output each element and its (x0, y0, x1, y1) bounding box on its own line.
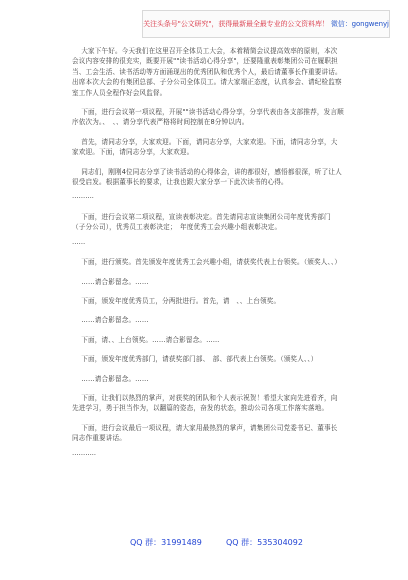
award-employee-batch-paragraph: 下面，请、、上台领奖。……请合影留念。…… (81, 335, 220, 344)
agenda-two-paragraph: 下面，进行会议第二项议程，宣读表彰决定。首先请同志宣读集团公司年度优秀部门（子分公司），优秀员工表彰决定； 年度优秀工会兴趣小组表彰决定。 (72, 212, 331, 232)
qq-group-2: QQ 群：535304092 (226, 538, 303, 547)
intro-paragraph: 大家下午好。今天我们在这里召开全体员工大会，本着精简会议提高效率的原则，本次会议内容安排的很充实，既要开展""读书活动心得分享"，还要隆重表彰集团公司在履职担当、工会生活、读书活动等方面涌现出的优秀团队和优秀个人，最后请董事长作重要讲话。出席本次大会的有集团总部、子分公司全体员工。请大家端正态度，认真参会、请纪检监察室工作人员全程作好会风监督。 (72, 47, 342, 97)
document-body (72, 46, 344, 468)
speakers-paragraph: 首先，请同志分享，大家欢迎。下面，请同志分享，大家欢迎。下面，请同志分享，大家欢迎。下面，请同志分享，大家欢迎。 (72, 137, 338, 157)
footer (0, 536, 408, 550)
host-sharing-paragraph: 同志们，刚刚4位同志分享了读书活动的心得体会，讲的都很好，感悟都很深，听了让人很受启发。根据董事长的要求，让我也跟大家分享一下此次读书的心得。 (72, 167, 342, 187)
banner-contact: 微信：gongwenyj (330, 20, 389, 28)
ellipsis-separator: ………. (72, 192, 94, 201)
header-banner (142, 10, 390, 38)
congratulation-paragraph: 下面，让我们以热烈的掌声，对获奖的团队和个人表示祝贺！希望大家向先进看齐，向先进学习，勇于担当作为，以翻篇的姿态，奋发的状态，推动公司各项工作落实落地。 (72, 393, 338, 413)
photo-paragraph: ……请合影留念。…… (81, 277, 149, 286)
qq-group-1: QQ 群：31991489 (130, 538, 202, 547)
award-interest-group-paragraph: 下面，进行颁奖。首先颁发年度优秀工会兴趣小组，请获奖代表上台领奖。（颁奖人、、） (81, 258, 342, 267)
ellipsis-separator: …… (72, 237, 86, 246)
award-department-paragraph: 下面，颁发年度优秀部门，请获奖部门部、 部、部代表上台领奖。（颁奖人、、） (81, 355, 318, 364)
photo-paragraph: ……请合影留念。…… (81, 316, 149, 325)
photo-paragraph: ……请合影留念。…… (81, 374, 149, 383)
award-employee-paragraph: 下面，颁发年度优秀员工，分两批进行。首先，请 、、上台领奖。 (81, 296, 281, 305)
banner-text: 关注头条号"公文研究"，获得最新最全最专业的公文资料库！ (143, 20, 329, 28)
final-agenda-paragraph: 下面，进行会议最后一项议程，请大家用最热烈的掌声，请集团公司党委书记、董事长同志作重要讲话。 (72, 423, 338, 443)
agenda-one-paragraph: 下面，进行会议第一项议程，开展""读书活动心得分享，分享代表由各支部推荐，发言顺序依次为。、 、、请分享代表严格将时间控制在8分钟以内。 (72, 108, 344, 127)
ellipsis-separator: ……….. (72, 448, 96, 457)
